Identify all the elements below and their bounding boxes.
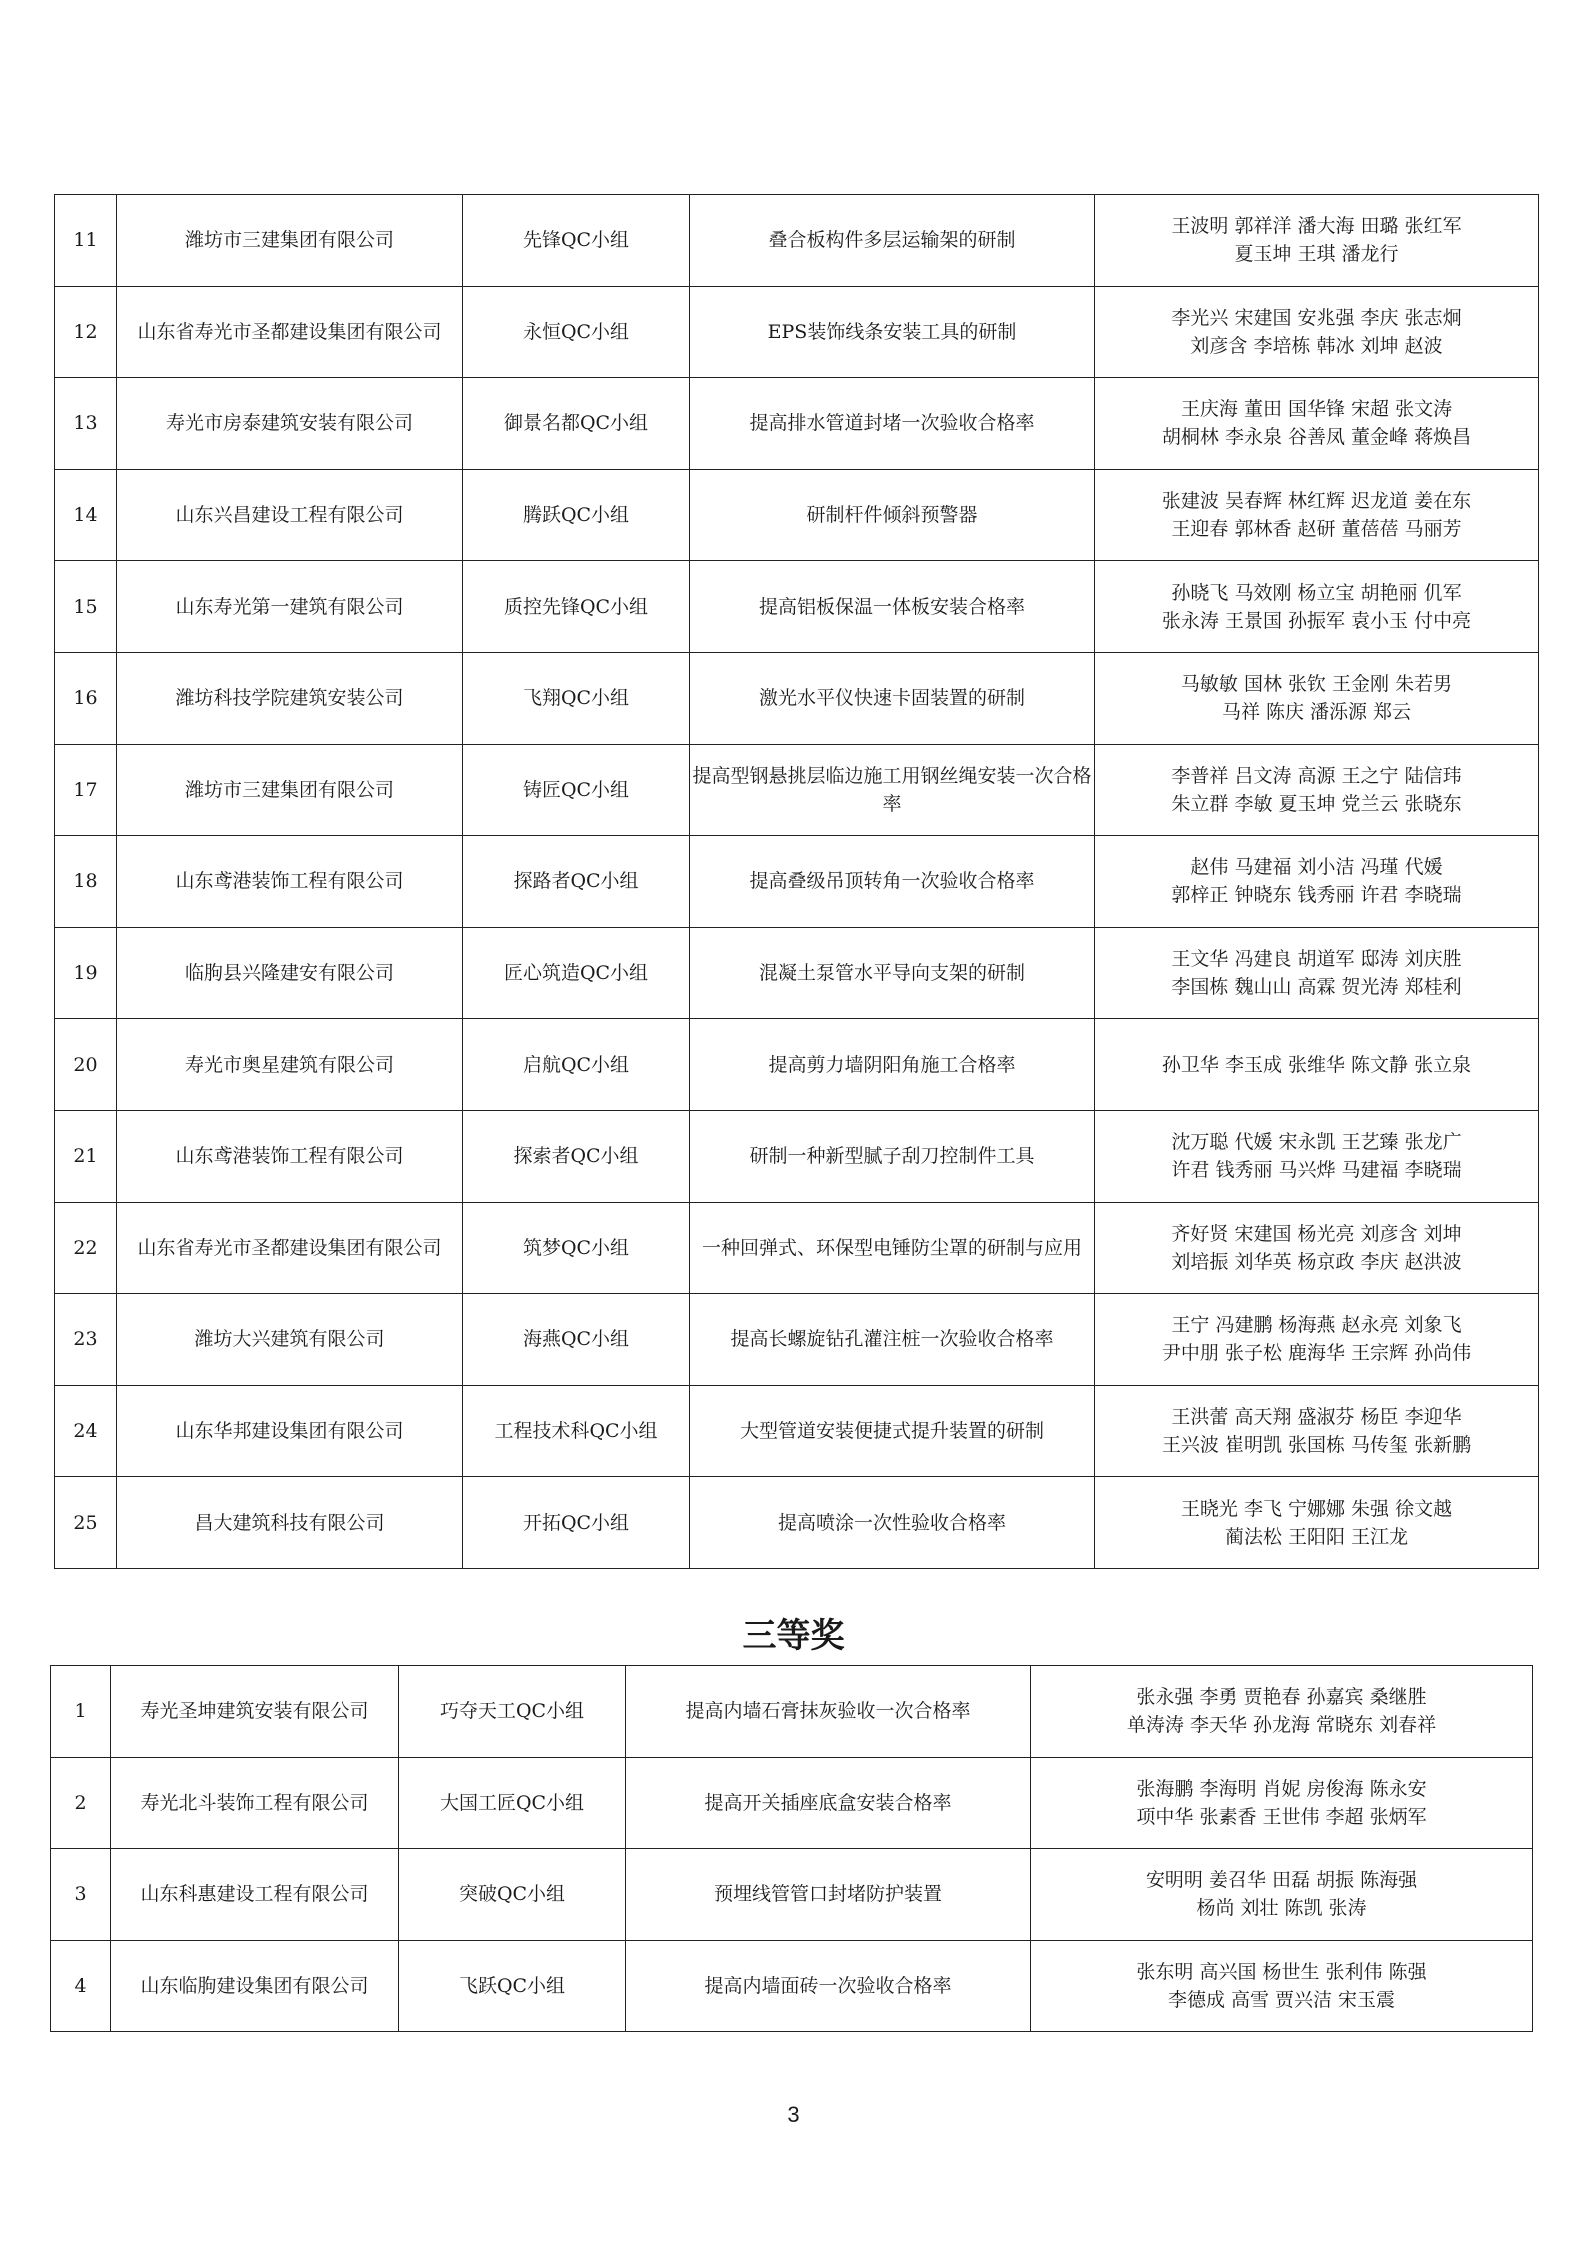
member-names-line: 马敏敏 国林 张钦 王金刚 朱若男 bbox=[1180, 673, 1453, 696]
qc-group-cell: 探索者QC小组 bbox=[463, 1110, 690, 1202]
company-cell: 寿光市房泰建筑安装有限公司 bbox=[117, 378, 463, 470]
members-cell bbox=[1095, 1477, 1539, 1569]
table-row bbox=[55, 378, 1539, 470]
qc-group-cell: 腾跃QC小组 bbox=[463, 469, 690, 561]
topic-cell: 研制杆件倾斜预警器 bbox=[690, 469, 1095, 561]
table-row bbox=[55, 469, 1539, 561]
member-names-line: 郭梓正 钟晓东 钱秀丽 许君 李晓瑞 bbox=[1171, 884, 1462, 907]
qc-group-cell: 质控先锋QC小组 bbox=[463, 561, 690, 653]
member-names-line: 李普祥 吕文涛 高源 王之宁 陆信玮 bbox=[1171, 764, 1462, 787]
topic-cell: 一种回弹式、环保型电锤防尘罩的研制与应用 bbox=[690, 1202, 1095, 1294]
row-number-cell: 14 bbox=[55, 469, 117, 561]
qc-group-cell: 匠心筑造QC小组 bbox=[463, 927, 690, 1019]
qc-group-cell: 巧夺天工QC小组 bbox=[399, 1666, 626, 1758]
topic-cell: 提高叠级吊顶转角一次验收合格率 bbox=[690, 836, 1095, 928]
member-names-line: 朱立群 李敏 夏玉坤 党兰云 张晓东 bbox=[1171, 792, 1462, 815]
table-row bbox=[51, 1849, 1533, 1941]
qc-group-cell: 开拓QC小组 bbox=[463, 1477, 690, 1569]
qc-group-cell: 大国工匠QC小组 bbox=[399, 1757, 626, 1849]
topic-cell: 提高开关插座底盒安装合格率 bbox=[626, 1757, 1031, 1849]
company-cell: 山东科惠建设工程有限公司 bbox=[111, 1849, 399, 1941]
member-names-line: 张永涛 王景国 孙振军 袁小玉 付中亮 bbox=[1161, 609, 1472, 632]
member-names-line: 王文华 冯建良 胡道军 邸涛 刘庆胜 bbox=[1171, 948, 1462, 971]
members-cell bbox=[1095, 1110, 1539, 1202]
member-names-line: 孙卫华 李玉成 张维华 陈文静 张立泉 bbox=[1161, 1053, 1472, 1076]
row-number-cell: 16 bbox=[55, 652, 117, 744]
members-cell bbox=[1031, 1757, 1533, 1849]
topic-cell: EPS装饰线条安装工具的研制 bbox=[690, 286, 1095, 378]
company-cell: 临朐县兴隆建安有限公司 bbox=[117, 927, 463, 1019]
topic-cell: 提高喷涂一次性验收合格率 bbox=[690, 1477, 1095, 1569]
company-cell: 潍坊科技学院建筑安装公司 bbox=[117, 652, 463, 744]
company-cell: 山东寿光第一建筑有限公司 bbox=[117, 561, 463, 653]
table-row bbox=[55, 1294, 1539, 1386]
row-number-cell: 12 bbox=[55, 286, 117, 378]
table-row bbox=[55, 195, 1539, 287]
table-body bbox=[51, 1666, 1533, 2032]
topic-cell: 提高排水管道封堵一次验收合格率 bbox=[690, 378, 1095, 470]
table-row bbox=[55, 286, 1539, 378]
topic-cell: 提高铝板保温一体板安装合格率 bbox=[690, 561, 1095, 653]
table-row bbox=[55, 1477, 1539, 1569]
member-names-line: 李国栋 魏山山 高霖 贺光涛 郑桂利 bbox=[1171, 976, 1462, 999]
member-names-line: 马祥 陈庆 潘泺源 郑云 bbox=[1221, 701, 1412, 724]
qc-group-cell: 御景名都QC小组 bbox=[463, 378, 690, 470]
table-row bbox=[55, 652, 1539, 744]
table-row bbox=[55, 561, 1539, 653]
member-names-line: 齐好贤 宋建国 杨光亮 刘彦含 刘坤 bbox=[1171, 1222, 1462, 1245]
members-cell bbox=[1031, 1940, 1533, 2032]
qc-group-cell: 突破QC小组 bbox=[399, 1849, 626, 1941]
member-names-line: 王迎春 郭林香 赵研 董蓓蓓 马丽芳 bbox=[1171, 518, 1462, 541]
table-row bbox=[55, 836, 1539, 928]
topic-cell: 提高长螺旋钻孔灌注桩一次验收合格率 bbox=[690, 1294, 1095, 1386]
member-names-line: 刘培振 刘华英 杨京政 李庆 赵洪波 bbox=[1171, 1250, 1462, 1273]
member-names-line: 张东明 高兴国 杨世生 张利伟 陈强 bbox=[1136, 1960, 1427, 1983]
table-row bbox=[55, 1202, 1539, 1294]
members-cell bbox=[1095, 378, 1539, 470]
members-cell bbox=[1095, 744, 1539, 836]
company-cell: 潍坊市三建集团有限公司 bbox=[117, 195, 463, 287]
company-cell: 山东临朐建设集团有限公司 bbox=[111, 1940, 399, 2032]
page-number: 3 bbox=[787, 2102, 800, 2127]
row-number-cell: 18 bbox=[55, 836, 117, 928]
topic-cell: 激光水平仪快速卡固装置的研制 bbox=[690, 652, 1095, 744]
member-names-line: 单涛涛 李天华 孙龙海 常晓东 刘春祥 bbox=[1126, 1714, 1437, 1737]
qc-group-cell: 飞跃QC小组 bbox=[399, 1940, 626, 2032]
company-cell: 寿光北斗装饰工程有限公司 bbox=[111, 1757, 399, 1849]
member-names-line: 安明明 姜召华 田磊 胡振 陈海强 bbox=[1145, 1869, 1418, 1892]
member-names-line: 孙晓飞 马效刚 杨立宝 胡艳丽 仉军 bbox=[1171, 581, 1462, 604]
members-cell bbox=[1095, 1294, 1539, 1386]
section-title-third-prize: 三等奖 bbox=[742, 1616, 845, 1656]
row-number-cell: 1 bbox=[51, 1666, 111, 1758]
row-number-cell: 17 bbox=[55, 744, 117, 836]
member-names-line: 项中华 张素香 王世伟 李超 张炳军 bbox=[1136, 1805, 1427, 1828]
topic-cell: 混凝土泵管水平导向支架的研制 bbox=[690, 927, 1095, 1019]
company-cell: 潍坊市三建集团有限公司 bbox=[117, 744, 463, 836]
topic-cell: 大型管道安装便捷式提升装置的研制 bbox=[690, 1385, 1095, 1477]
members-cell bbox=[1031, 1666, 1533, 1758]
member-names-line: 李德成 高雪 贾兴洁 宋玉震 bbox=[1167, 1988, 1396, 2011]
member-names-line: 胡桐林 李永泉 谷善凤 董金峰 蒋焕昌 bbox=[1161, 426, 1472, 449]
table-body bbox=[55, 195, 1539, 1569]
member-names-line: 沈万聪 代媛 宋永凯 王艺臻 张龙广 bbox=[1171, 1131, 1462, 1154]
row-number-cell: 4 bbox=[51, 1940, 111, 2032]
table-row bbox=[51, 1666, 1533, 1758]
company-cell: 山东省寿光市圣都建设集团有限公司 bbox=[117, 286, 463, 378]
topic-cell: 叠合板构件多层运输架的研制 bbox=[690, 195, 1095, 287]
member-names-line: 张海鹏 李海明 肖妮 房俊海 陈永安 bbox=[1136, 1777, 1427, 1800]
members-cell bbox=[1095, 561, 1539, 653]
row-number-cell: 22 bbox=[55, 1202, 117, 1294]
members-cell bbox=[1095, 286, 1539, 378]
member-names-line: 杨尚 刘壮 陈凯 张涛 bbox=[1196, 1897, 1367, 1920]
member-names-line: 李光兴 宋建国 安兆强 李庆 张志炯 bbox=[1171, 306, 1462, 329]
member-names-line: 赵伟 马建福 刘小洁 冯瑾 代媛 bbox=[1190, 856, 1443, 879]
member-names-line: 夏玉坤 王琪 潘龙行 bbox=[1234, 243, 1399, 266]
topic-cell: 提高型钢悬挑层临边施工用钢丝绳安装一次合格率 bbox=[690, 744, 1095, 836]
member-names-line: 蔺法松 王阳阳 王江龙 bbox=[1224, 1525, 1409, 1548]
qc-group-cell: 筑梦QC小组 bbox=[463, 1202, 690, 1294]
qc-group-cell: 永恒QC小组 bbox=[463, 286, 690, 378]
topic-cell: 提高内墙面砖一次验收合格率 bbox=[626, 1940, 1031, 2032]
company-cell: 山东兴昌建设工程有限公司 bbox=[117, 469, 463, 561]
row-number-cell: 24 bbox=[55, 1385, 117, 1477]
third-prize-table bbox=[50, 1665, 1533, 2032]
members-cell bbox=[1095, 836, 1539, 928]
member-names-line: 王宁 冯建鹏 杨海燕 赵永亮 刘象飞 bbox=[1171, 1314, 1462, 1337]
topic-cell: 研制一种新型腻子刮刀控制件工具 bbox=[690, 1110, 1095, 1202]
qc-group-cell: 飞翔QC小组 bbox=[463, 652, 690, 744]
topic-cell: 提高剪力墙阴阳角施工合格率 bbox=[690, 1019, 1095, 1111]
members-cell bbox=[1095, 469, 1539, 561]
row-number-cell: 2 bbox=[51, 1757, 111, 1849]
members-cell bbox=[1095, 1019, 1539, 1111]
row-number-cell: 13 bbox=[55, 378, 117, 470]
company-cell: 山东鸢港装饰工程有限公司 bbox=[117, 836, 463, 928]
member-names-line: 尹中朋 张子松 鹿海华 王宗辉 孙尚伟 bbox=[1161, 1342, 1472, 1365]
topic-cell: 预埋线管管口封堵防护装置 bbox=[626, 1849, 1031, 1941]
qc-group-cell: 铸匠QC小组 bbox=[463, 744, 690, 836]
member-names-line: 王波明 郭祥洋 潘大海 田璐 张红军 bbox=[1171, 215, 1462, 238]
members-cell bbox=[1095, 195, 1539, 287]
table-row bbox=[55, 1385, 1539, 1477]
second-prize-table-continued bbox=[54, 194, 1539, 1569]
member-names-line: 刘彦含 李培栋 韩冰 刘坤 赵波 bbox=[1190, 334, 1443, 357]
row-number-cell: 25 bbox=[55, 1477, 117, 1569]
topic-cell: 提高内墙石膏抹灰验收一次合格率 bbox=[626, 1666, 1031, 1758]
qc-group-cell: 先锋QC小组 bbox=[463, 195, 690, 287]
company-cell: 昌大建筑科技有限公司 bbox=[117, 1477, 463, 1569]
row-number-cell: 3 bbox=[51, 1849, 111, 1941]
row-number-cell: 21 bbox=[55, 1110, 117, 1202]
table-row bbox=[55, 1019, 1539, 1111]
members-cell bbox=[1031, 1849, 1533, 1941]
row-number-cell: 11 bbox=[55, 195, 117, 287]
member-names-line: 张建波 吴春辉 林红辉 迟龙道 姜在东 bbox=[1161, 490, 1472, 513]
company-cell: 山东鸢港装饰工程有限公司 bbox=[117, 1110, 463, 1202]
row-number-cell: 19 bbox=[55, 927, 117, 1019]
member-names-line: 王庆海 董田 国华锋 宋超 张文涛 bbox=[1180, 398, 1453, 421]
company-cell: 潍坊大兴建筑有限公司 bbox=[117, 1294, 463, 1386]
table-row bbox=[55, 1110, 1539, 1202]
table-row bbox=[51, 1757, 1533, 1849]
row-number-cell: 15 bbox=[55, 561, 117, 653]
qc-group-cell: 启航QC小组 bbox=[463, 1019, 690, 1111]
member-names-line: 王兴波 崔明凯 张国栋 马传玺 张新鹏 bbox=[1161, 1434, 1472, 1457]
member-names-line: 许君 钱秀丽 马兴烨 马建福 李晓瑞 bbox=[1171, 1159, 1462, 1182]
row-number-cell: 23 bbox=[55, 1294, 117, 1386]
row-number-cell: 20 bbox=[55, 1019, 117, 1111]
company-cell: 山东省寿光市圣都建设集团有限公司 bbox=[117, 1202, 463, 1294]
qc-group-cell: 探路者QC小组 bbox=[463, 836, 690, 928]
company-cell: 寿光圣坤建筑安装有限公司 bbox=[111, 1666, 399, 1758]
member-names-line: 王洪蕾 高天翔 盛淑芬 杨臣 李迎华 bbox=[1171, 1406, 1462, 1429]
members-cell bbox=[1095, 927, 1539, 1019]
member-names-line: 王晓光 李飞 宁娜娜 朱强 徐文越 bbox=[1180, 1497, 1453, 1520]
company-cell: 寿光市奥星建筑有限公司 bbox=[117, 1019, 463, 1111]
members-cell bbox=[1095, 1202, 1539, 1294]
table-row bbox=[55, 744, 1539, 836]
table-row bbox=[55, 927, 1539, 1019]
qc-group-cell: 海燕QC小组 bbox=[463, 1294, 690, 1386]
members-cell bbox=[1095, 1385, 1539, 1477]
company-cell: 山东华邦建设集团有限公司 bbox=[117, 1385, 463, 1477]
members-cell bbox=[1095, 652, 1539, 744]
table-row bbox=[51, 1940, 1533, 2032]
member-names-line: 张永强 李勇 贾艳春 孙嘉宾 桑继胜 bbox=[1136, 1686, 1427, 1709]
qc-group-cell: 工程技术科QC小组 bbox=[463, 1385, 690, 1477]
